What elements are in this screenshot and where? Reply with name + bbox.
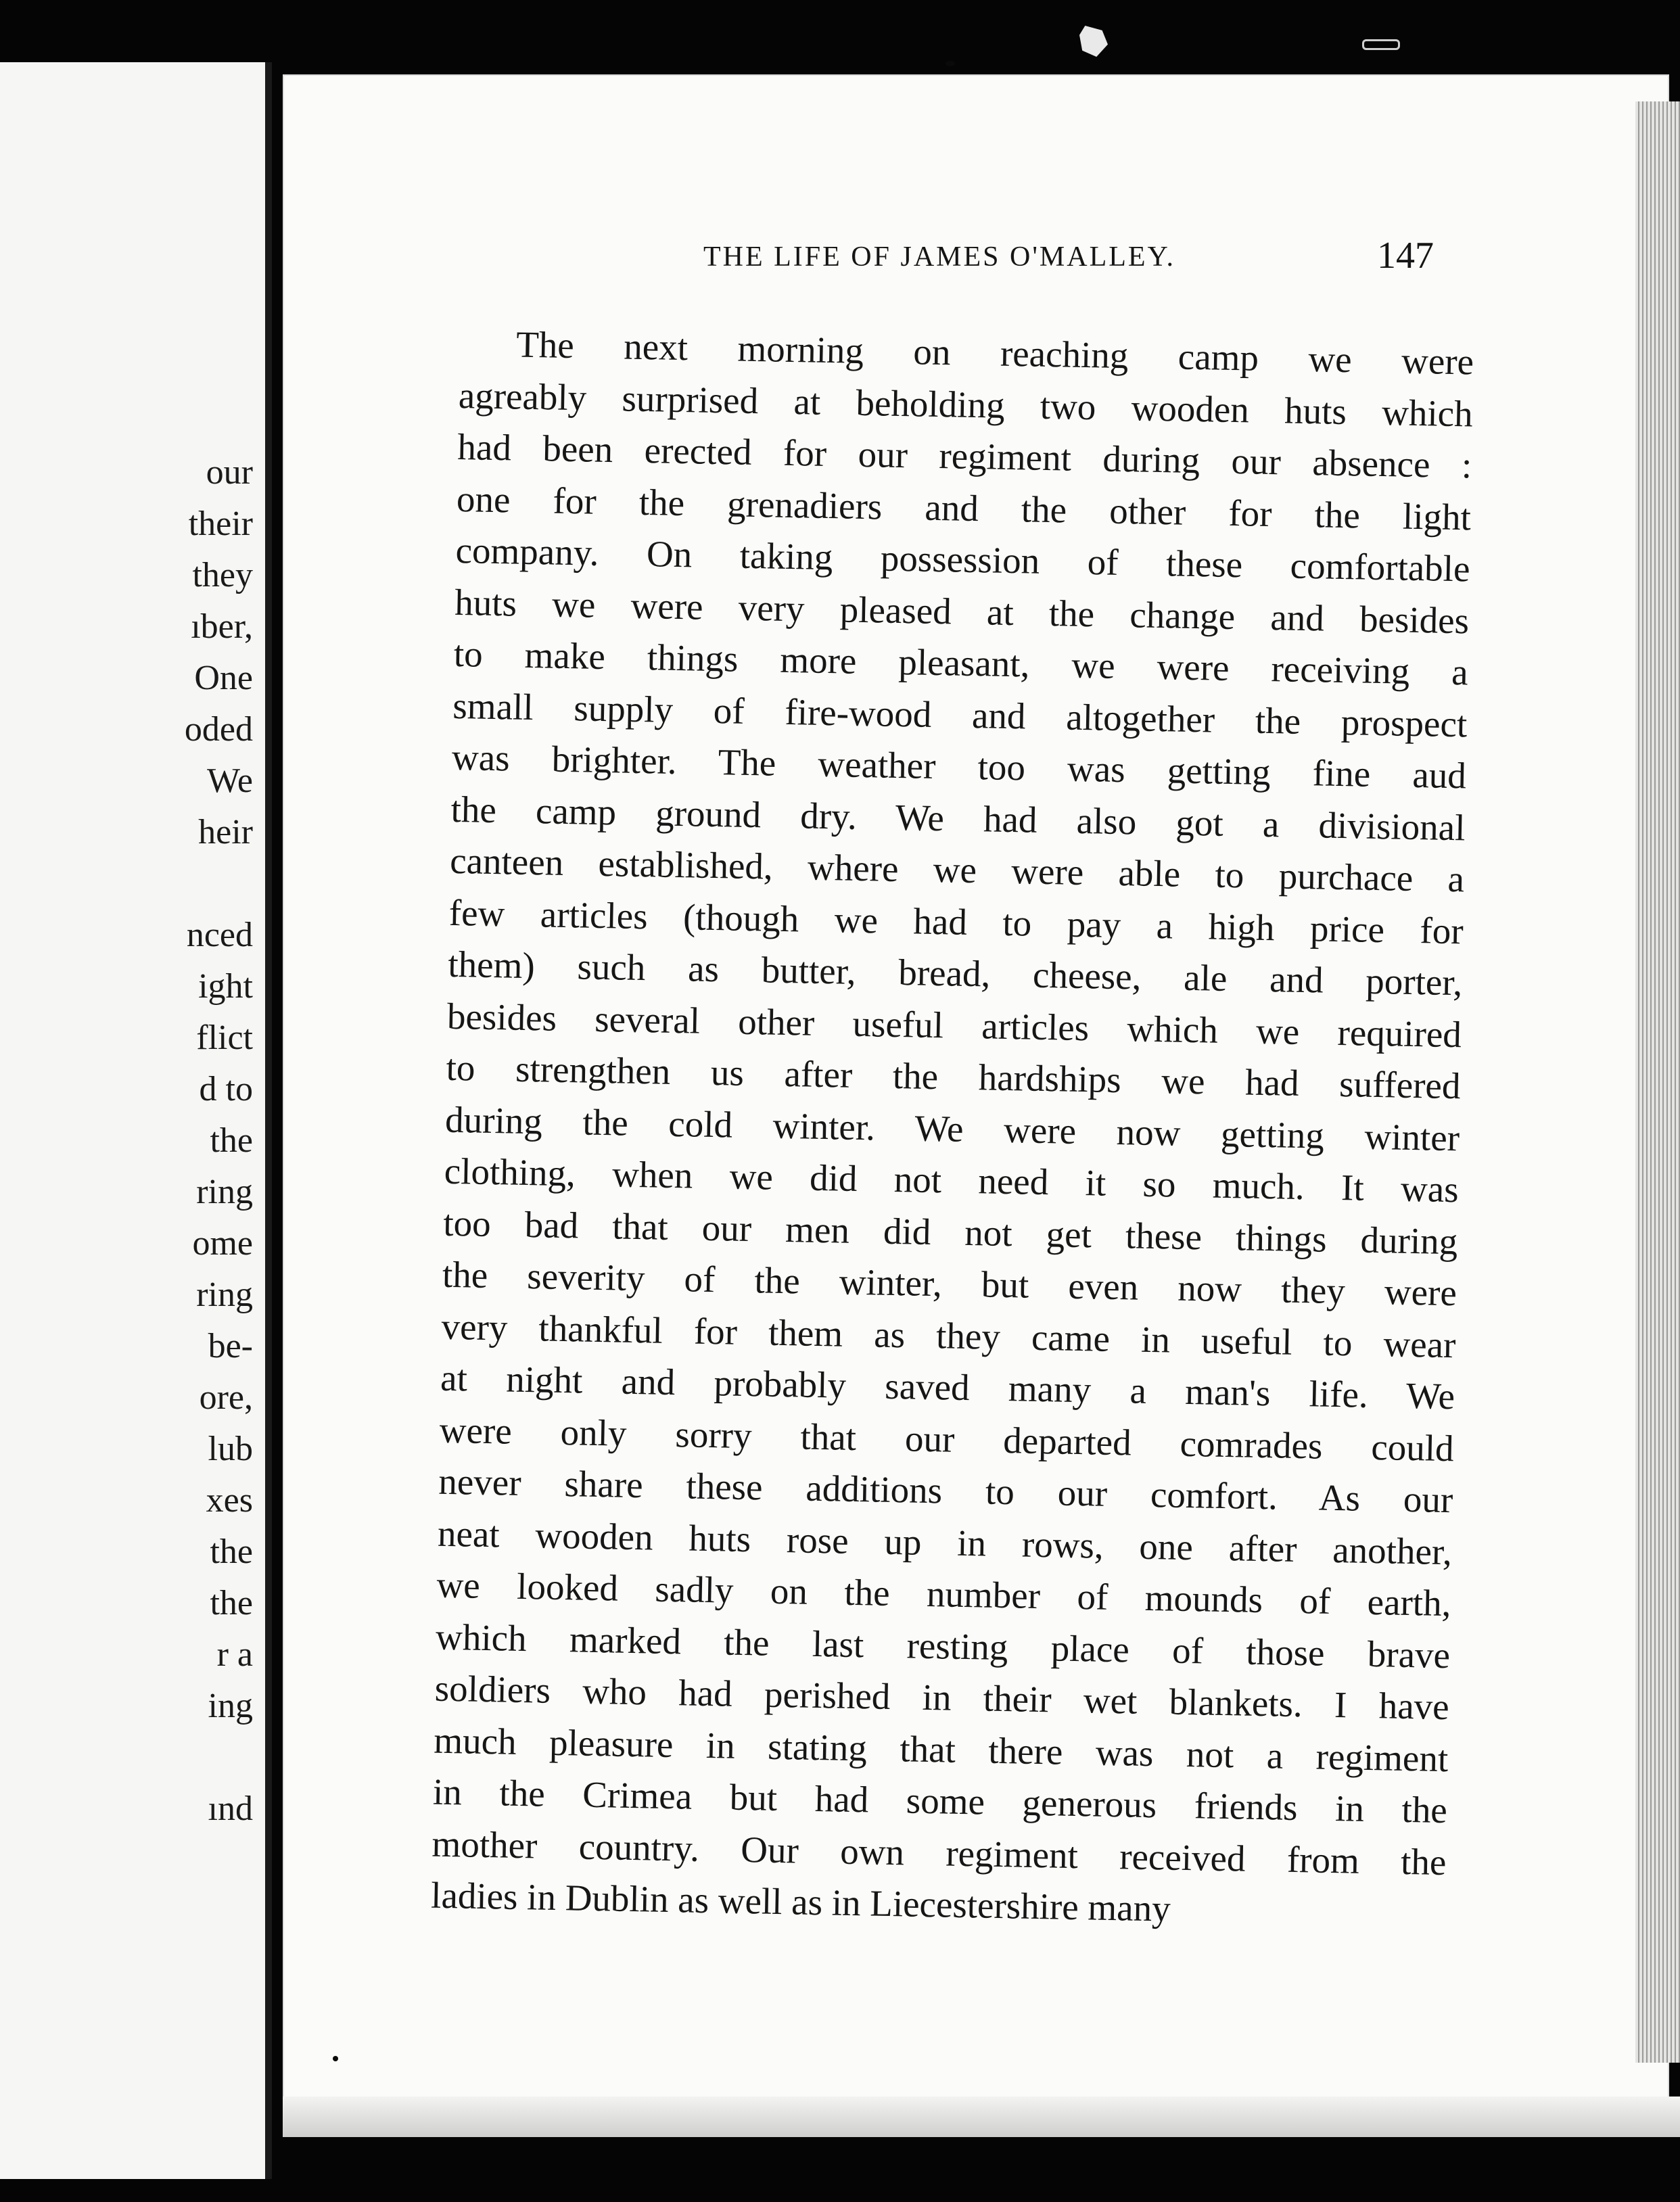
left-page-fragment: flict <box>196 1018 253 1057</box>
left-page-fragment: nced <box>186 916 253 954</box>
body-line: neat wooden huts rose up in rows, one after another, <box>437 1512 1453 1572</box>
body-line: few articles (though we had to pay a high price for <box>448 891 1464 952</box>
left-page-fragment: d to <box>199 1070 253 1108</box>
scan-clip-mark <box>1362 39 1400 50</box>
body-line: huts we were very pleased at the change and besides <box>454 581 1470 641</box>
body-line: the camp ground dry. We had also got a divisional <box>450 788 1466 848</box>
body-line: besides several other useful articles which we required <box>446 995 1462 1055</box>
body-line: ladies in Dublin as well as in Liecestershire many <box>430 1874 1171 1929</box>
body-line: agreably surprised at beholding two wooden huts which <box>458 374 1474 434</box>
left-page-fragment: xes <box>206 1481 253 1520</box>
body-line: company. On taking possession of these comfortable <box>455 529 1471 590</box>
left-page-fragment: our <box>206 453 253 492</box>
body-line: clothing, when we did not need it so much. It was <box>444 1150 1460 1211</box>
body-line: The next morning on reaching camp we were <box>515 323 1474 383</box>
left-page-fragment: lub <box>208 1430 253 1468</box>
left-page-fragment: the <box>210 1121 253 1160</box>
left-page-fragment: they <box>192 556 253 594</box>
left-page-fragment: be- <box>208 1327 253 1365</box>
body-line: we looked sadly on the number of mounds of earth, <box>436 1564 1451 1624</box>
left-page-fragment: ring <box>196 1173 253 1211</box>
body-line: were only sorry that our departed comrades could <box>439 1409 1455 1469</box>
body-line: during the cold winter. We were now getting winter <box>444 1098 1460 1158</box>
body-line: had been erected for our regiment during our absence : <box>457 425 1472 486</box>
body-line: small supply of fire-wood and altogether the prospect <box>452 684 1468 745</box>
left-page-fragment: r a <box>216 1635 253 1674</box>
body-line: to strengthen us after the hardships we had suffered <box>446 1046 1461 1107</box>
left-page-edge <box>0 62 272 2179</box>
body-line: in the Crimea but had some generous friends in the <box>432 1771 1448 1831</box>
left-page-fragment: the <box>210 1584 253 1622</box>
page-bottom-edge <box>283 2096 1680 2137</box>
left-page-fragment: ring <box>196 1275 253 1314</box>
body-line: the severity of the winter, but even now they were <box>442 1253 1457 1314</box>
page-number: 147 <box>1377 235 1434 277</box>
body-line: canteen established, where we were able to purchace a <box>449 839 1465 900</box>
running-head: THE LIFE OF JAMES O'MALLEY. <box>703 241 1175 273</box>
left-page-fragment: ınd <box>208 1789 253 1828</box>
left-page-fragment: heir <box>198 813 253 851</box>
left-page-fragment: ing <box>208 1687 253 1725</box>
body-line: to make things more pleasant, we were receiving a <box>453 632 1469 693</box>
scan-speck <box>946 61 955 66</box>
left-page-fragment: We <box>207 762 253 800</box>
scan-speck <box>333 2056 338 2061</box>
body-line: which marked the last resting place of those brave <box>435 1616 1451 1676</box>
body-line: one for the grenadiers and the other for the light <box>456 477 1472 538</box>
left-page-fragment: their <box>188 505 253 543</box>
left-page-fragment: the <box>210 1532 253 1571</box>
left-page-fragment: ore, <box>199 1378 253 1417</box>
left-page-fragment: ome <box>192 1224 253 1263</box>
scan-debris-mark <box>1079 26 1108 57</box>
left-page-fragment: One <box>194 659 253 697</box>
left-page-fragment: oded <box>184 710 253 749</box>
body-line: soldiers who had perished in their wet blankets. I have <box>434 1667 1450 1728</box>
left-page-fragment: ight <box>198 967 253 1006</box>
body-line: much pleasure in stating that there was not a regiment <box>433 1719 1449 1779</box>
body-line: very thankful for them as they came in useful to wear <box>441 1305 1456 1365</box>
body-line: mother country. Our own regiment received from the <box>431 1823 1447 1883</box>
body-line: them) such as butter, bread, cheese, ale and porter, <box>447 943 1463 1004</box>
body-line: never share these additions to our comfort. As our <box>438 1460 1453 1521</box>
body-line: was brighter. The weather too was getting fine aud <box>451 736 1467 797</box>
page-edge-stack <box>1635 101 1680 2063</box>
body-line: at night and probably saved many a man's life. We <box>440 1357 1455 1418</box>
body-text <box>431 318 1474 1940</box>
left-page-fragment: ıber, <box>191 607 253 646</box>
body-line: too bad that our men did not get these things during <box>442 1202 1458 1262</box>
